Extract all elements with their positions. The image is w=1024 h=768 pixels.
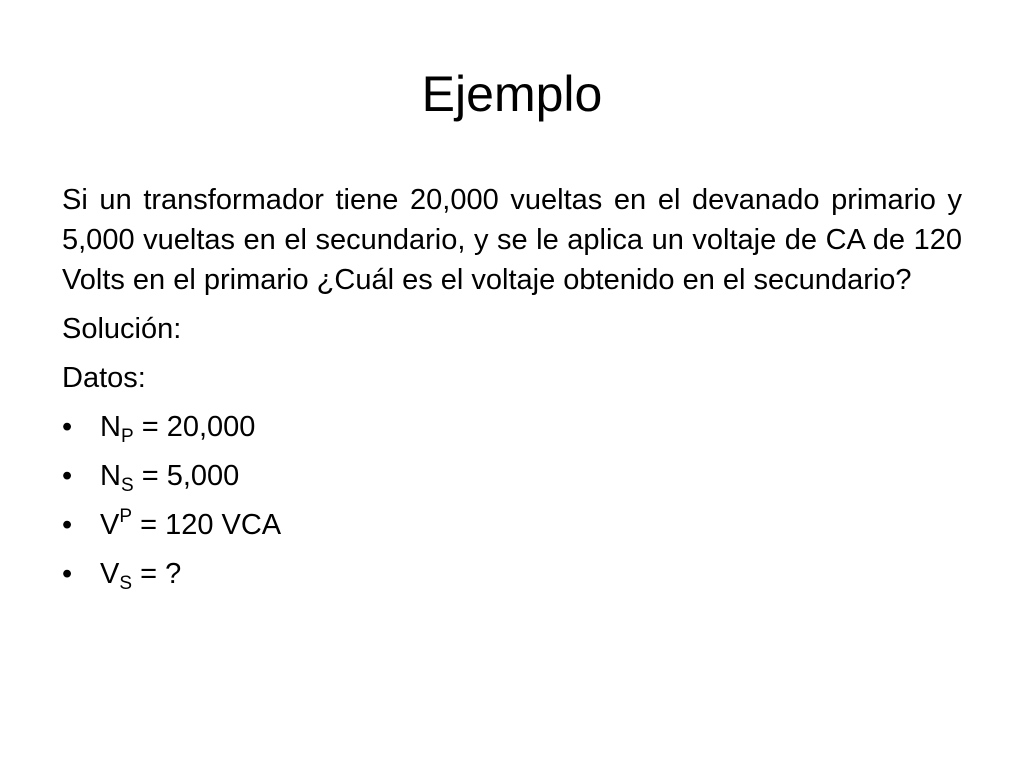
variable-superscript: P (119, 506, 133, 527)
data-item-np (62, 407, 962, 447)
data-label: Datos: (62, 362, 146, 394)
bullet-icon: • (62, 558, 73, 590)
solution-label: Solución: (62, 313, 182, 345)
variable-value: = 20,000 (133, 411, 256, 443)
variable-symbol: V (100, 558, 120, 590)
bullet-icon: • (62, 509, 73, 541)
data-list (62, 407, 962, 594)
slide-body (62, 180, 962, 603)
data-item-ns (62, 456, 962, 496)
variable-subscript: S (119, 573, 133, 594)
variable-symbol: V (100, 509, 120, 541)
variable-subscript: S (120, 475, 134, 496)
problem-statement: Si un transformador tiene 20,000 vueltas en el devanado primario y 5,000 vueltas en el secundario, y se le aplica un voltaje de CA de 120 Volts en el primario ¿Cuál es el voltaje obtenido en el secundario? (62, 184, 962, 296)
slide-title: Ejemplo (421, 66, 603, 122)
variable-subscript: P (120, 426, 134, 447)
bullet-icon: • (62, 460, 73, 492)
variable-symbol: N (100, 460, 121, 492)
variable-value: = 120 VCA (132, 509, 282, 541)
variable-value: = 5,000 (133, 460, 240, 492)
data-item-vp (62, 505, 962, 545)
data-item-vs (62, 554, 962, 594)
variable-symbol: N (100, 411, 121, 443)
variable-value: = ? (132, 558, 182, 590)
bullet-icon: • (62, 411, 73, 443)
